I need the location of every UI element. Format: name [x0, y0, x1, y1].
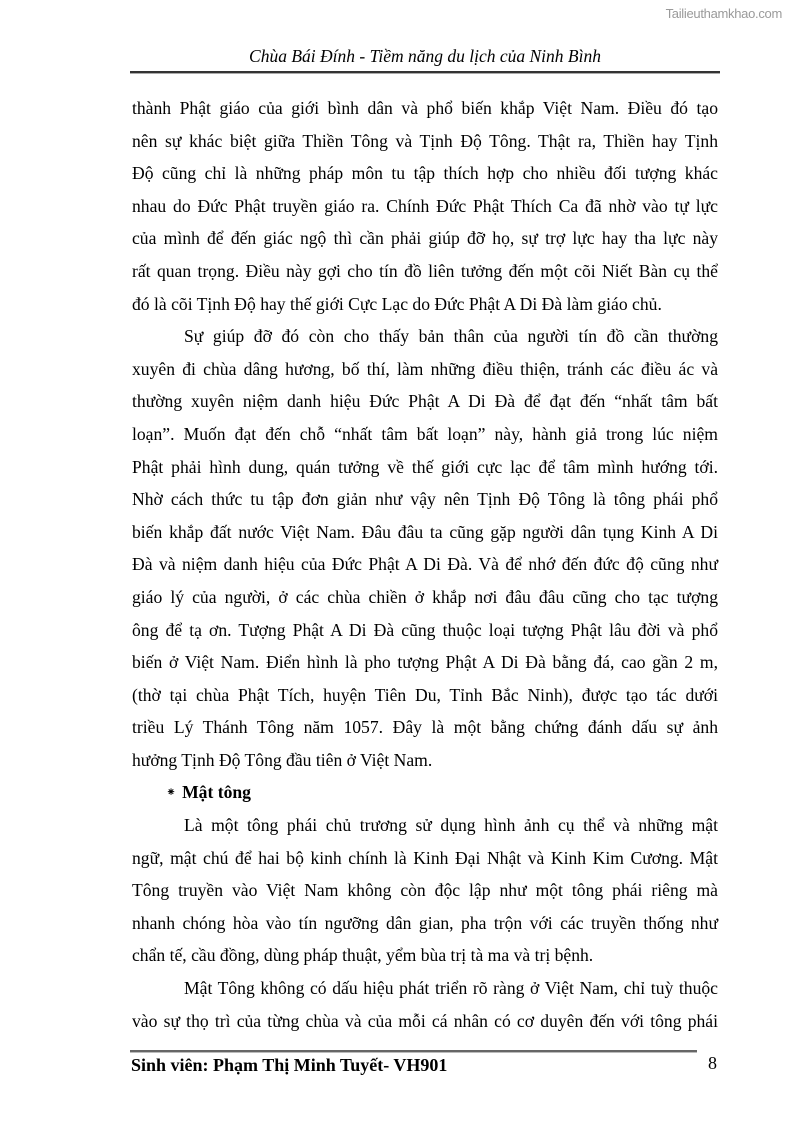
text-line: nhau do Đức Phật truyền giáo ra. Chính Đức Phật Thích Ca đã nhờ vào tự lực: [132, 195, 718, 216]
text-line: Mật Tông không có dấu hiệu phát triển rõ ràng ở Việt Nam, chỉ tuỳ thuộc: [184, 978, 718, 999]
page-number: 8: [708, 1053, 717, 1073]
text-line: của mình để đến giác ngộ thì cần phải giúp đỡ họ, sự trợ lực hay tha lực này: [132, 228, 718, 249]
paragraph: [132, 92, 718, 320]
text-line: nhanh chóng hòa vào tín ngưỡng dân gian, pha trộn với các truyền thống như: [132, 912, 718, 933]
text-line: biến khắp đất nước Việt Nam. Đâu đâu ta cũng gặp người dân tụng Kinh A Di: [132, 521, 718, 542]
text-line: rất quan trọng. Điều này gợi cho tín đồ liên tưởng đến một cõi Niết Bàn cụ thể: [132, 260, 718, 281]
text-line: Là một tông phái chủ trương sử dụng hình ảnh cụ thể và những mật: [184, 815, 718, 836]
footer-author: Sinh viên: Phạm Thị Minh Tuyết- VH901: [131, 1055, 448, 1075]
text-line: chẩn tế, cầu đồng, dùng pháp thuật, yểm bùa trị tà ma và trị bệnh.: [132, 945, 594, 966]
text-line: ông để tạ ơn. Tượng Phật A Di Đà cũng thuộc loại tượng Phật lâu đời và phổ: [132, 619, 718, 640]
paragraph: [132, 972, 718, 1037]
text-line: vào sự thọ trì của từng chùa và của mỗi cá nhân có cơ duyên đến với tông phái: [132, 1010, 718, 1031]
header-divider: [130, 71, 720, 73]
text-line: hưởng Tịnh Độ Tông đầu tiên ở Việt Nam.: [132, 749, 433, 770]
text-line: Nhờ cách thức tu tập đơn giản như vậy nên Tịnh Độ Tông là tông phái phổ: [132, 489, 718, 510]
text-line: Tông truyền vào Việt Nam không còn độc lập như một tông phái riêng mà: [132, 880, 718, 901]
text-line: giáo lý của người, ở các chùa chiền ở khắp nơi đâu đâu cũng cho tạc tượng: [132, 586, 718, 607]
text-line: Sự giúp đỡ đó còn cho thấy bản thân của người tín đồ cần thường: [184, 326, 718, 347]
text-line: Phật phải hình dung, quán tưởng về thế giới cực lạc để tâm mình hướng tới.: [132, 456, 718, 477]
text-line: Đà và niệm danh hiệu của Đức Phật A Di Đà. Và để nhớ đến đức độ cũng như: [132, 554, 718, 575]
watermark: Tailieuthamkhao.com: [665, 6, 782, 21]
text-line: xuyên đi chùa dâng hương, bố thí, làm những điều thiện, tránh các điều ác và: [132, 358, 718, 379]
text-line: (thờ tại chùa Phật Tích, huyện Tiên Du, Tỉnh Bắc Ninh), được tạo tác dưới: [132, 684, 718, 705]
paragraph: [132, 809, 718, 972]
document-body: [132, 92, 718, 1037]
text-line: nên sự khác biệt giữa Thiền Tông và Tịnh Độ Tông. Thật ra, Thiền hay Tịnh: [132, 130, 718, 151]
text-line: biến ở Việt Nam. Điển hình là pho tượng Phật A Di Đà bằng đá, cao gần 2 m,: [132, 652, 718, 673]
section-heading: [132, 776, 718, 809]
page-header-title: Chùa Bái Đính - Tiềm năng du lịch của Ninh Bình: [249, 46, 601, 66]
text-line: thường xuyên niệm danh hiệu Đức Phật A Di Đà để đạt đến “nhất tâm bất: [132, 391, 718, 412]
text-line: thành Phật giáo của giới bình dân và phổ biến khắp Việt Nam. Điều đó tạo: [132, 98, 718, 118]
text-line: loạn”. Muốn đạt đến chỗ “nhất tâm bất loạn” này, hành giả trong lúc niệm: [132, 423, 718, 444]
bullet-icon: ⁕: [166, 785, 177, 800]
text-line: triều Lý Thánh Tông năm 1057. Đây là một bằng chứng đánh dấu sự ảnh: [132, 717, 718, 738]
paragraph: [132, 320, 718, 776]
footer-divider: [130, 1050, 697, 1052]
text-line: đó là cõi Tịnh Độ hay thế giới Cực Lạc do Đức Phật A Di Đà làm giáo chủ.: [132, 293, 662, 314]
section-heading-text: Mật tông: [182, 782, 251, 803]
text-line: ngữ, mật chú để hai bộ kinh chính là Kinh Đại Nhật và Kinh Kim Cương. Mật: [132, 847, 718, 868]
text-line: Độ cũng chỉ là những pháp môn tu tập thích hợp cho nhiều đối tượng khác: [132, 163, 718, 184]
